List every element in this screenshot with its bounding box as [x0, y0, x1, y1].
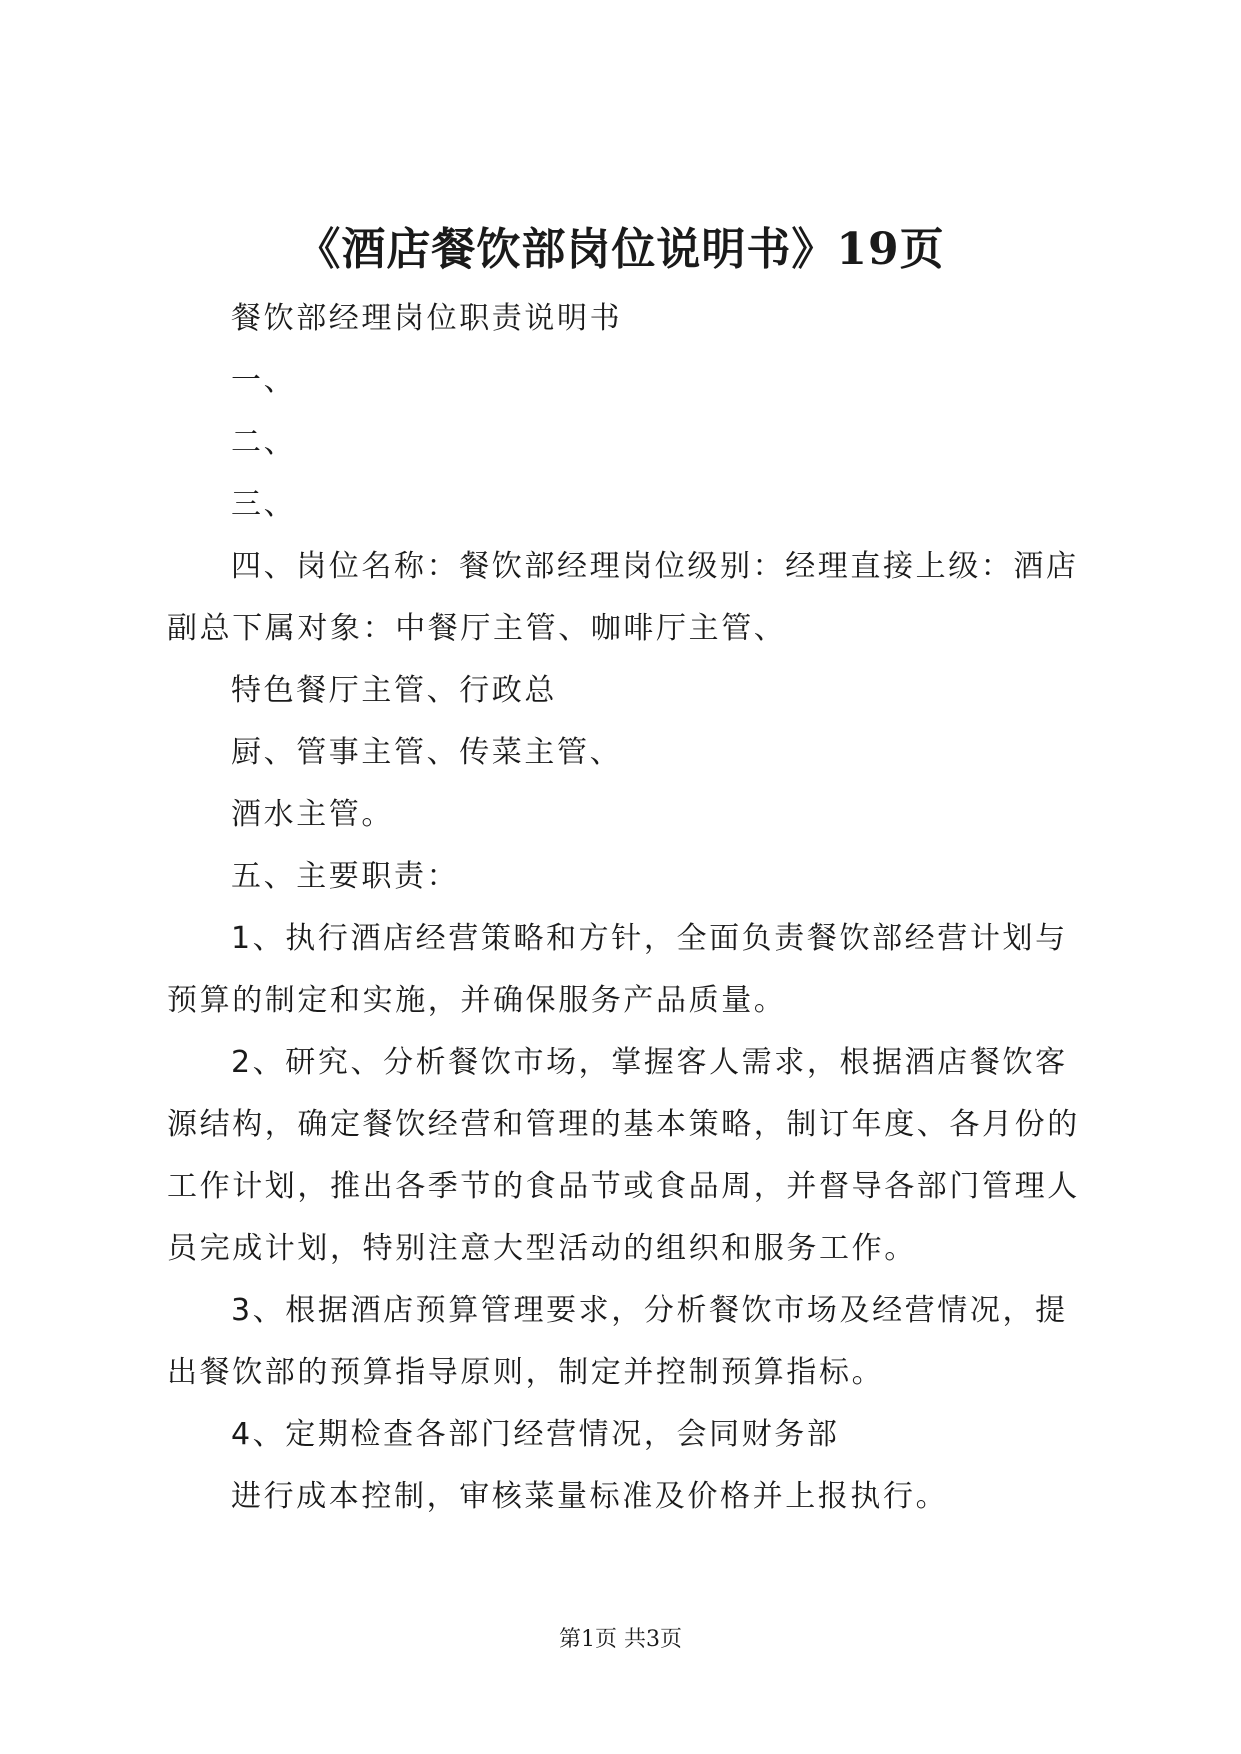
paragraph-duties-heading: 五、主要职责： — [231, 859, 460, 894]
paragraph-duty-1: 1、执行酒店经营策略和方针，全面负责餐饮部经营计划与预算的制定和实施，并确保服务产品质量。 — [167, 921, 1068, 1018]
paragraph-duty-2: 2、研究、分析餐饮市场，掌握客人需求，根据酒店餐饮客源结构，确定餐饮经营和管理的基本策略，制订年度、各月份的工作计划，推出各季节的食品节或食品周，并督导各部门管理人员完成计划，特别注意大型活动的组织和服务工作。 — [167, 1045, 1080, 1266]
document-body — [167, 288, 1085, 1528]
paragraph-subordinates-2: 厨、管事主管、传菜主管、 — [231, 735, 623, 770]
paragraph-subordinates-3: 酒水主管。 — [231, 797, 394, 832]
paragraph-item-3: 三、 — [231, 487, 297, 522]
paragraph-position-info: 四、岗位名称：餐饮部经理岗位级别：经理直接上级：酒店副总下属对象：中餐厅主管、咖啡厅主管、 — [167, 549, 1079, 646]
paragraph-duty-4-continued: 进行成本控制，审核菜量标准及价格并上报执行。 — [231, 1479, 949, 1514]
document-title: 《酒店餐饮部岗位说明书》19页 — [296, 224, 945, 275]
paragraph-item-1: 一、 — [231, 363, 297, 398]
paragraph-heading: 餐饮部经理岗位职责说明书 — [231, 301, 623, 336]
paragraph-duty-4: 4、定期检查各部门经营情况，会同财务部 — [231, 1417, 840, 1452]
paragraph-subordinates-1: 特色餐厅主管、行政总 — [231, 673, 557, 708]
paragraph-item-2: 二、 — [231, 425, 297, 460]
page-footer: 第1页 共3页 — [559, 1627, 682, 1652]
paragraph-duty-3: 3、根据酒店预算管理要求，分析餐饮市场及经营情况，提出餐饮部的预算指导原则，制定并控制预算指标。 — [167, 1293, 1068, 1390]
